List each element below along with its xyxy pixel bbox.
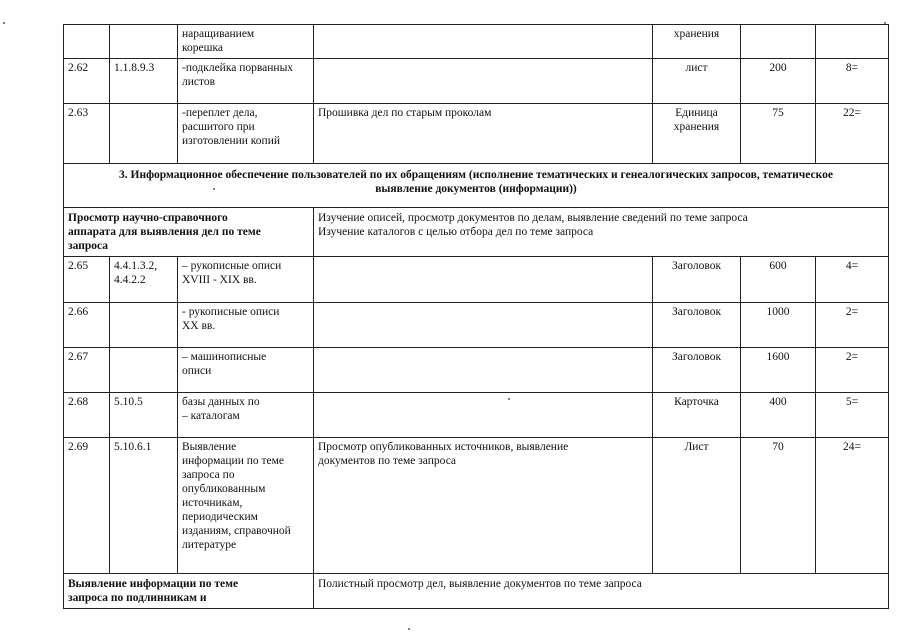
cell-unit: Заголовок	[653, 303, 741, 348]
table-row	[64, 257, 889, 303]
cell-description	[314, 25, 653, 59]
cell-work-name: Выявление информации по теме запроса по опубликованным источникам, периодическим изданиям, справочной литературе	[178, 438, 314, 574]
cell-code: 5.10.6.1	[110, 438, 178, 574]
cell-code: 5.10.5	[110, 393, 178, 438]
cell-work-name: – рукописные описи XVIII - XIX вв.	[178, 257, 314, 303]
cell-description	[314, 59, 653, 104]
cell-num: 2.63	[64, 104, 110, 164]
cell-norm: 2=	[816, 348, 889, 393]
cell-quantity: 600	[741, 257, 816, 303]
group-title: Просмотр научно-справочного аппарата для выявления дел по теме запроса	[64, 208, 314, 257]
cell-work-name: - рукописные описи XX вв.	[178, 303, 314, 348]
cell-code	[110, 348, 178, 393]
cell-work-name: – машинописные описи	[178, 348, 314, 393]
cell-description	[314, 257, 653, 303]
cell-description: Прошивка дел по старым проколам	[314, 104, 653, 164]
cell-num: 2.69	[64, 438, 110, 574]
scan-speck	[508, 398, 510, 400]
cell-work-name: базы данных по – каталогам	[178, 393, 314, 438]
group-row	[64, 208, 889, 257]
table-row	[64, 104, 889, 164]
cell-norm: 24=	[816, 438, 889, 574]
cell-unit: Единица хранения	[653, 104, 741, 164]
cell-num: 2.68	[64, 393, 110, 438]
cell-code	[110, 303, 178, 348]
table-row	[64, 348, 889, 393]
table-row	[64, 25, 889, 59]
cell-norm: 22=	[816, 104, 889, 164]
cell-quantity: 400	[741, 393, 816, 438]
group-description: Изучение описей, просмотр документов по делам, выявление сведений по теме запроса Изучение каталогов с целью отбора дел по теме запроса	[314, 208, 889, 257]
cell-description	[314, 348, 653, 393]
table-row	[64, 303, 889, 348]
cell-unit: хранения	[653, 25, 741, 59]
group-row	[64, 574, 889, 609]
cell-norm: 8=	[816, 59, 889, 104]
table-row	[64, 59, 889, 104]
scan-speck	[408, 628, 410, 630]
cell-num: 2.65	[64, 257, 110, 303]
cell-description: Просмотр опубликованных источников, выявление документов по теме запроса	[314, 438, 653, 574]
group-description: Полистный просмотр дел, выявление документов по теме запроса	[314, 574, 889, 609]
cell-norm: 4=	[816, 257, 889, 303]
cell-code: 4.4.1.3.2, 4.4.2.2	[110, 257, 178, 303]
cell-num: 2.62	[64, 59, 110, 104]
cell-num: 2.66	[64, 303, 110, 348]
cell-num	[64, 25, 110, 59]
cell-quantity: 200	[741, 59, 816, 104]
cell-code: 1.1.8.9.3	[110, 59, 178, 104]
section-heading-row	[64, 164, 889, 208]
cell-unit: Лист	[653, 438, 741, 574]
cell-quantity	[741, 25, 816, 59]
scan-speck	[884, 22, 886, 24]
group-title: Выявление информации по теме запроса по подлинникам и	[64, 574, 314, 609]
table-row	[64, 393, 889, 438]
cell-unit: Заголовок	[653, 348, 741, 393]
cell-norm: 2=	[816, 303, 889, 348]
cell-norm	[816, 25, 889, 59]
cell-unit: лист	[653, 59, 741, 104]
cell-quantity: 75	[741, 104, 816, 164]
norms-table	[63, 24, 889, 609]
cell-unit: Карточка	[653, 393, 741, 438]
scan-speck	[3, 22, 5, 24]
cell-norm: 5=	[816, 393, 889, 438]
cell-quantity: 1000	[741, 303, 816, 348]
cell-work-name: наращиванием корешка	[178, 25, 314, 59]
cell-num: 2.67	[64, 348, 110, 393]
cell-work-name: -переплет дела, расшитого при изготовлении копий	[178, 104, 314, 164]
scan-speck	[213, 188, 215, 190]
cell-code	[110, 104, 178, 164]
cell-quantity: 70	[741, 438, 816, 574]
cell-code	[110, 25, 178, 59]
cell-description	[314, 303, 653, 348]
cell-work-name: -подклейка порванных листов	[178, 59, 314, 104]
cell-unit: Заголовок	[653, 257, 741, 303]
section-3-title: 3. Информационное обеспечение пользователей по их обращениям (исполнение тематических и генеалогических запросов, тематическое выявление документов (информации))	[64, 164, 889, 208]
table-row	[64, 438, 889, 574]
cell-description	[314, 393, 653, 438]
cell-quantity: 1600	[741, 348, 816, 393]
